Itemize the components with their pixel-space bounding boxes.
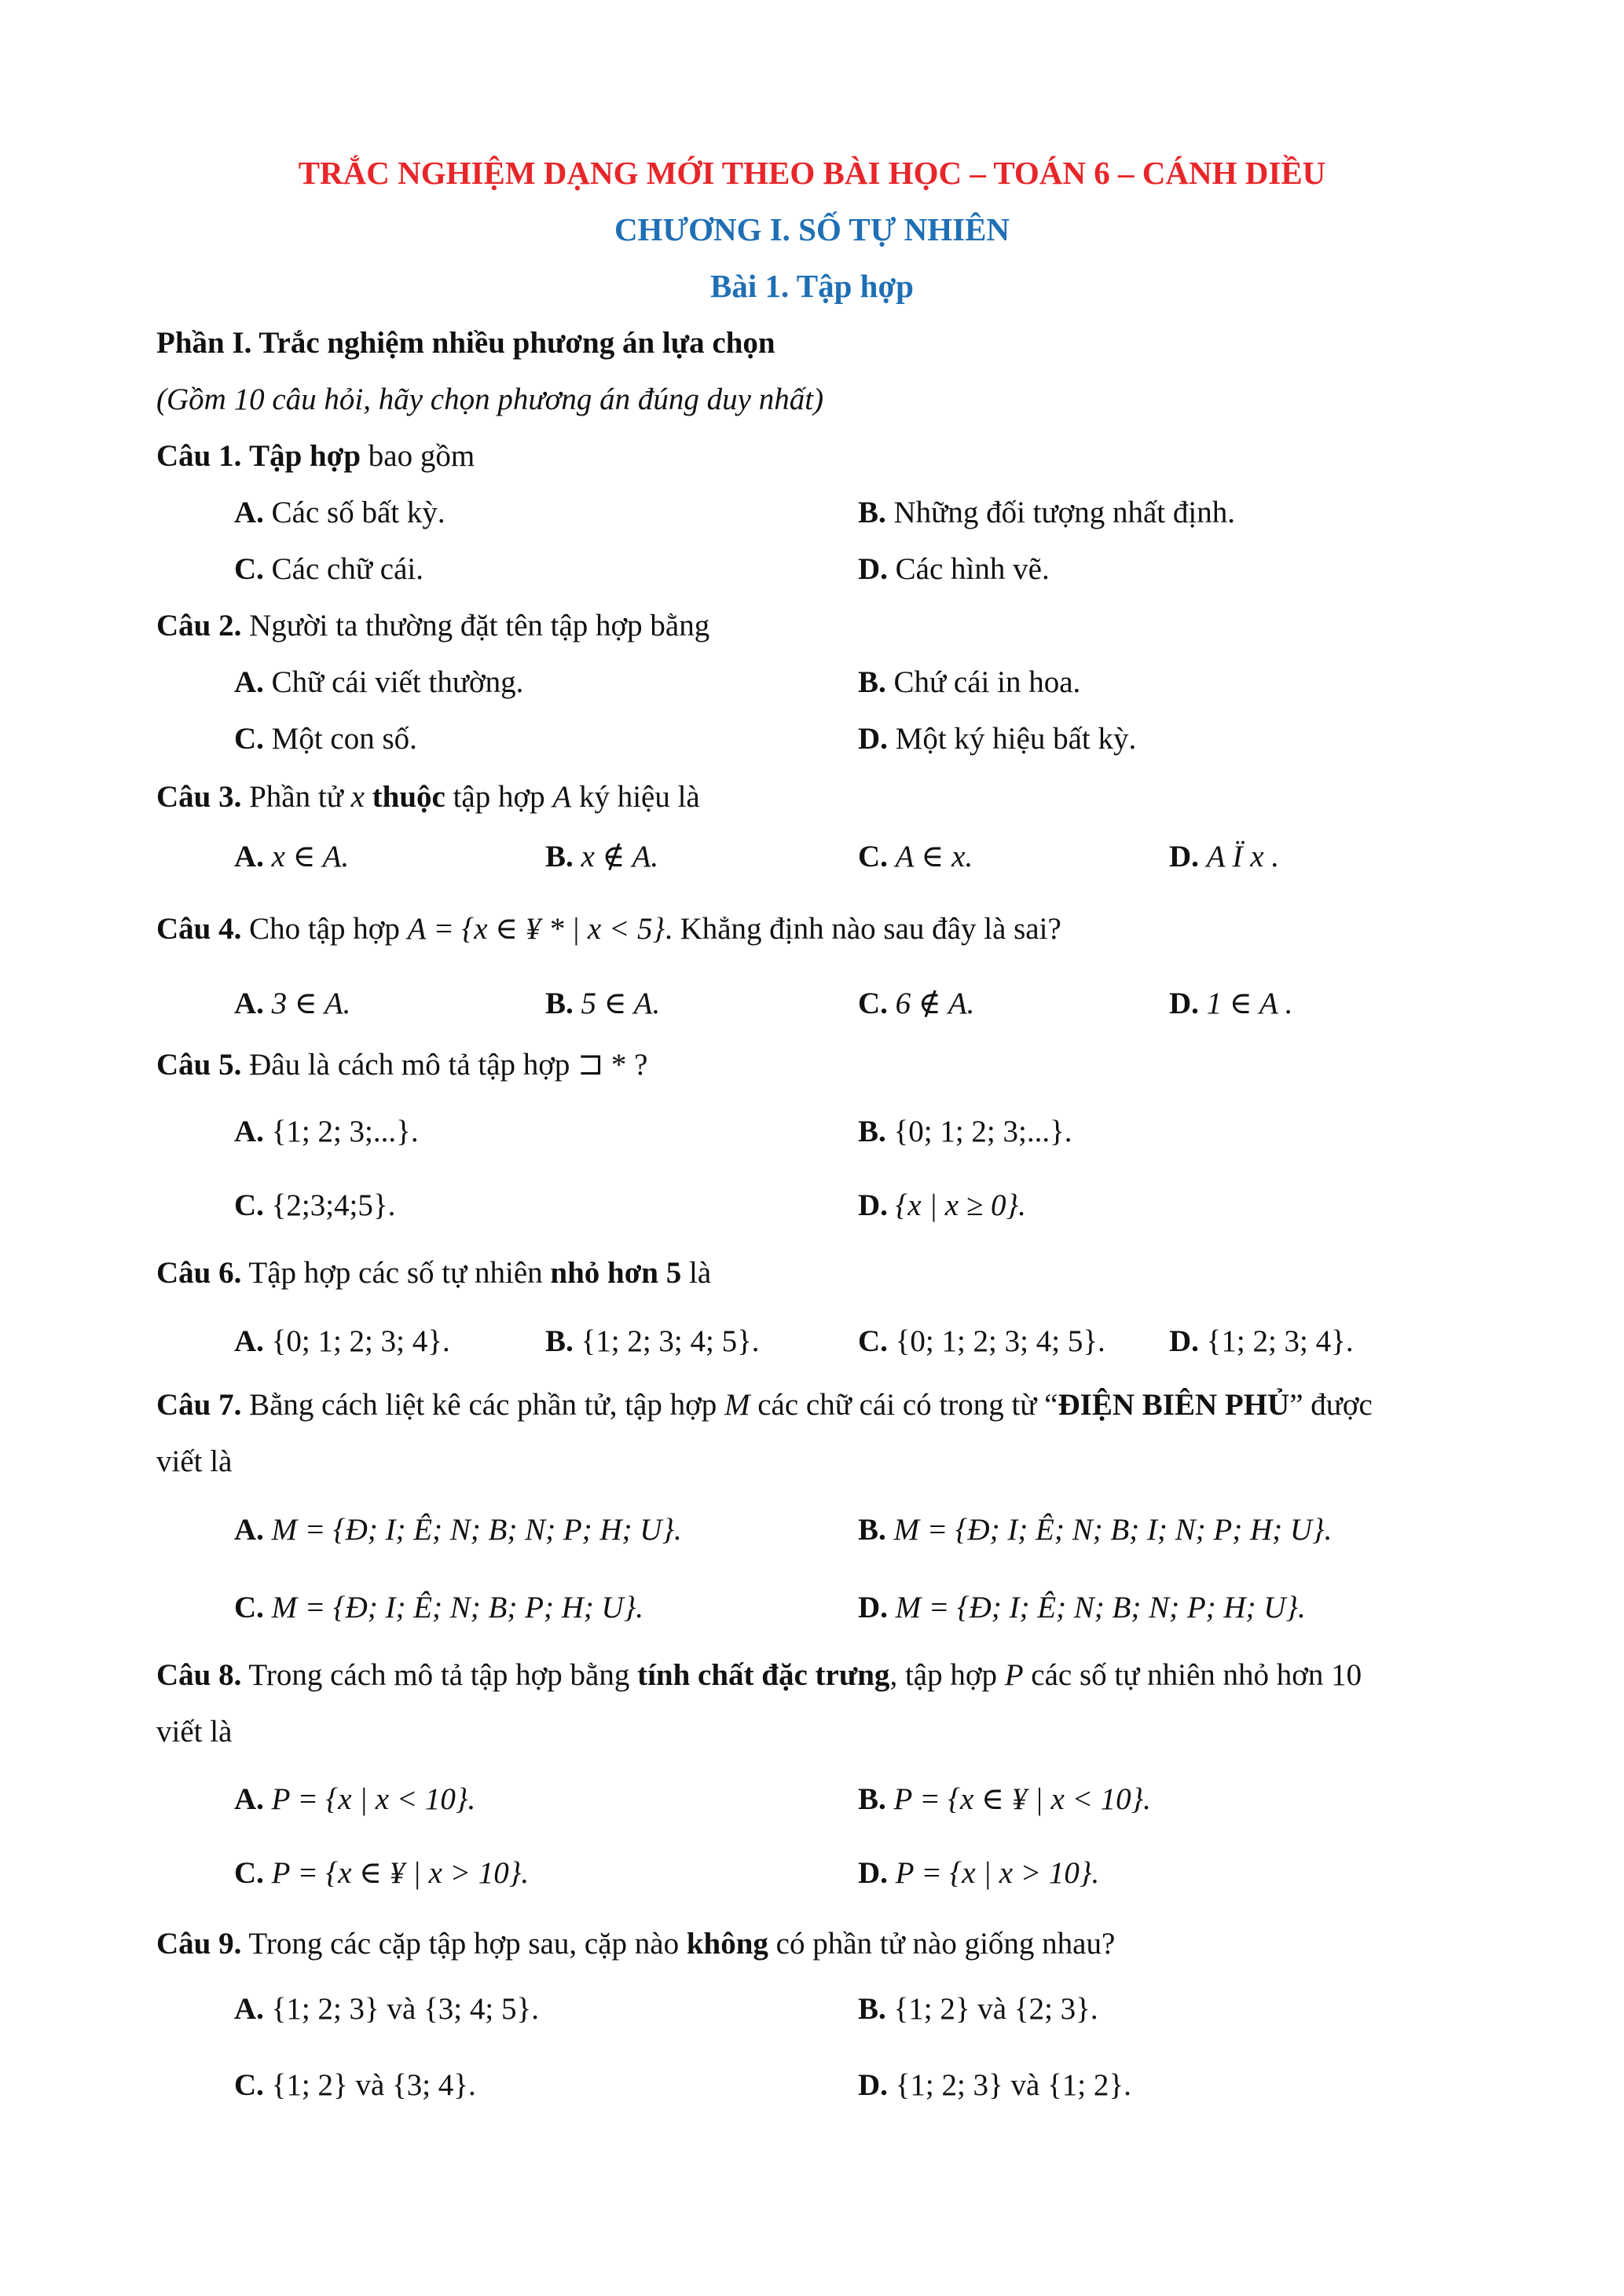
- q4-option-a[interactable]: A. 3 ∈ A.: [234, 987, 351, 1020]
- question-7: Câu 7. Bằng cách liệt kê các phần tử, tập hợp M các chữ cái có trong từ “ĐIỆN BIÊN PHỦ” được: [156, 1388, 1373, 1422]
- q2-option-a[interactable]: A. Chữ cái viết thường.: [234, 665, 524, 699]
- question-7-continued: viết là: [156, 1445, 233, 1478]
- q3-option-a[interactable]: A. x ∈ A.: [234, 840, 350, 873]
- q5-option-a[interactable]: A. {1; 2; 3;...}.: [234, 1115, 419, 1148]
- lesson-title: Bài 1. Tập hợp: [710, 268, 914, 304]
- question-8: Câu 8. Trong cách mô tả tập hợp bằng tính chất đặc trưng, tập hợp P các số tự nhiên nhỏ hơn 10: [156, 1658, 1362, 1692]
- q2-option-c[interactable]: C. Một con số.: [234, 722, 417, 756]
- q4-option-b[interactable]: B. 5 ∈ A.: [545, 987, 661, 1020]
- question-8-continued: viết là: [156, 1715, 233, 1749]
- question-6: Câu 6. Tập hợp các số tự nhiên nhỏ hơn 5 là: [156, 1256, 712, 1290]
- part-heading: Phần I. Trắc nghiệm nhiều phương án lựa chọn: [156, 326, 775, 360]
- q3-option-d[interactable]: D. A Ï x .: [1169, 840, 1280, 873]
- q9-option-b[interactable]: B. {1; 2} và {2; 3}.: [858, 1992, 1098, 2026]
- q6-option-a[interactable]: A. {0; 1; 2; 3; 4}.: [234, 1324, 450, 1358]
- question-3: Câu 3. Phần tử x thuộc tập hợp A ký hiệu là: [156, 780, 700, 814]
- q5-option-b[interactable]: B. {0; 1; 2; 3;...}.: [858, 1115, 1072, 1148]
- question-2: Câu 2. Người ta thường đặt tên tập hợp bằng: [156, 609, 710, 643]
- question-5: Câu 5. Đâu là cách mô tả tập hợp ⊐ * ?: [156, 1048, 648, 1082]
- question-9: Câu 9. Trong các cặp tập hợp sau, cặp nào không có phần tử nào giống nhau?: [156, 1927, 1116, 1961]
- document-title: TRẮC NGHIỆM DẠNG MỚI THEO BÀI HỌC – TOÁN 6 – CÁNH DIỀU: [298, 155, 1326, 191]
- q1-option-d[interactable]: D. Các hình vẽ.: [858, 552, 1050, 586]
- q4-option-c[interactable]: C. 6 ∉ A.: [858, 987, 975, 1020]
- q7-option-c[interactable]: C. M = {Đ; I; Ê; N; B; P; H; U}.: [234, 1591, 644, 1624]
- part-note: (Gồm 10 câu hỏi, hãy chọn phương án đúng duy nhất): [156, 383, 824, 416]
- q3-option-b[interactable]: B. x ∉ A.: [545, 840, 659, 873]
- question-1: Câu 1. Tập hợp bao gồm: [156, 439, 475, 473]
- q4-option-d[interactable]: D. 1 ∈ A .: [1169, 987, 1293, 1020]
- q1-option-c[interactable]: C. Các chữ cái.: [234, 552, 423, 586]
- q9-option-c[interactable]: C. {1; 2} và {3; 4}.: [234, 2068, 476, 2102]
- q5-option-c[interactable]: C. {2;3;4;5}.: [234, 1188, 396, 1222]
- q3-option-c[interactable]: C. A ∈ x.: [858, 840, 973, 873]
- q8-option-b[interactable]: B. P = {x ∈ ¥ | x < 10}.: [858, 1782, 1151, 1816]
- q2-option-d[interactable]: D. Một ký hiệu bất kỳ.: [858, 722, 1137, 756]
- q6-option-c[interactable]: C. {0; 1; 2; 3; 4; 5}.: [858, 1324, 1105, 1358]
- q7-option-a[interactable]: A. M = {Đ; I; Ê; N; B; N; P; H; U}.: [234, 1513, 682, 1547]
- q8-option-c[interactable]: C. P = {x ∈ ¥ | x > 10}.: [234, 1856, 530, 1890]
- q8-option-d[interactable]: D. P = {x | x > 10}.: [858, 1856, 1100, 1890]
- q7-option-d[interactable]: D. M = {Đ; I; Ê; N; B; N; P; H; U}.: [858, 1591, 1306, 1624]
- q2-option-b[interactable]: B. Chứ cái in hoa.: [858, 665, 1081, 699]
- q5-option-d[interactable]: D. {x | x ≥ 0}.: [858, 1188, 1026, 1222]
- q1-option-a[interactable]: A. Các số bất kỳ.: [234, 496, 445, 529]
- q7-option-b[interactable]: B. M = {Đ; I; Ê; N; B; I; N; P; H; U}.: [858, 1513, 1333, 1547]
- q6-option-b[interactable]: B. {1; 2; 3; 4; 5}.: [545, 1324, 760, 1358]
- q6-option-d[interactable]: D. {1; 2; 3; 4}.: [1169, 1324, 1354, 1358]
- q1-option-b[interactable]: B. Những đối tượng nhất định.: [858, 496, 1235, 529]
- q9-option-d[interactable]: D. {1; 2; 3} và {1; 2}.: [858, 2068, 1131, 2102]
- q8-option-a[interactable]: A. P = {x | x < 10}.: [234, 1782, 476, 1816]
- chapter-title: CHƯƠNG I. SỐ TỰ NHIÊN: [614, 211, 1010, 247]
- q9-option-a[interactable]: A. {1; 2; 3} và {3; 4; 5}.: [234, 1992, 539, 2026]
- question-4: Câu 4. Cho tập hợp A = {x ∈ ¥ * | x < 5}. Khẳng định nào sau đây là sai?: [156, 912, 1061, 946]
